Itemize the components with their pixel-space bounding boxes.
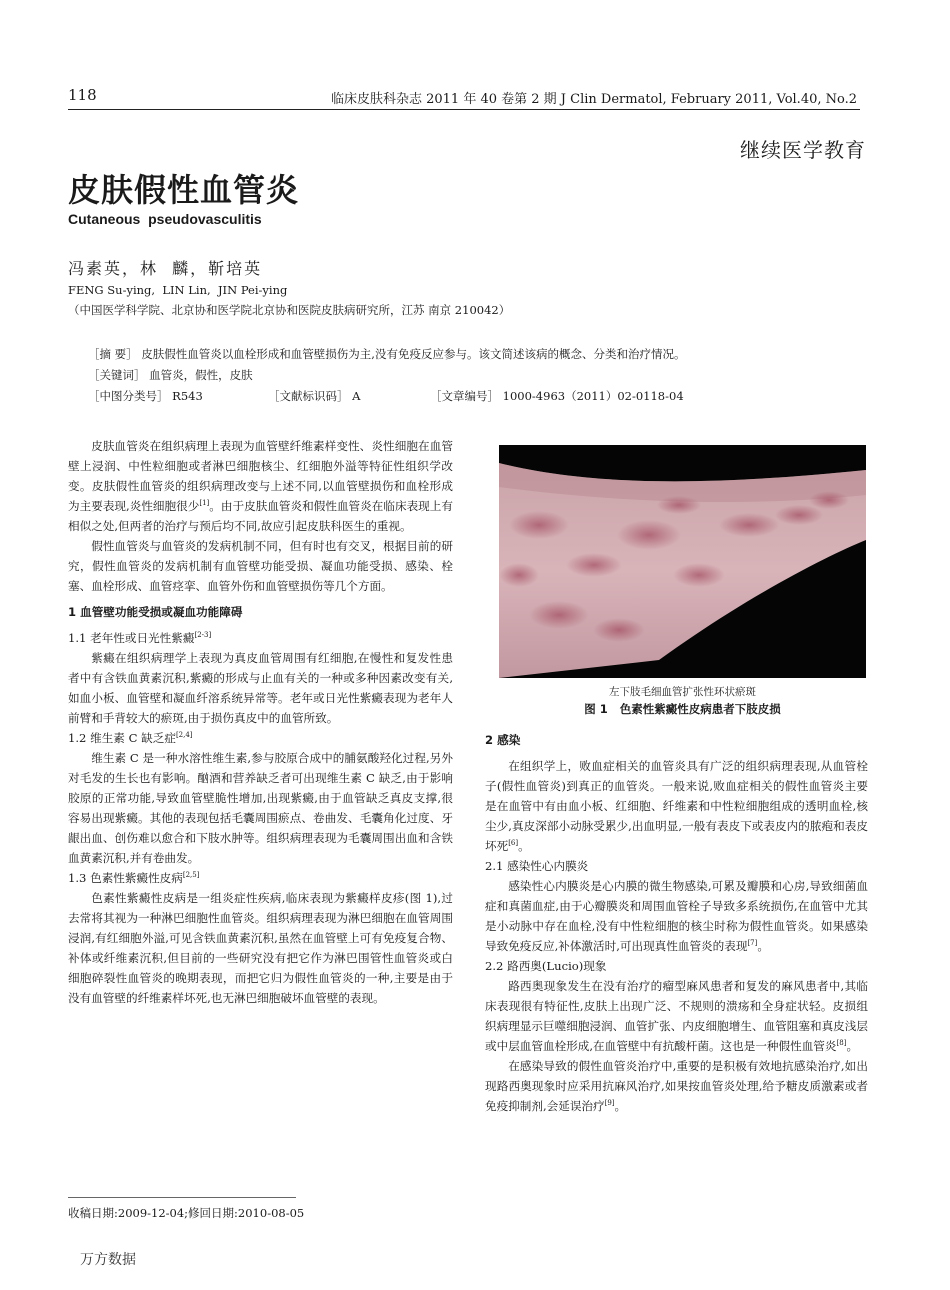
- subsection-heading-1-1: 1.1 老年性或日光性紫癜[2-3]: [68, 631, 212, 645]
- article-value: 1000-4963（2011）02-0118-04: [502, 389, 684, 403]
- figure-caption: 图 1 色素性紫癜性皮病患者下肢皮损: [584, 702, 781, 716]
- footnote-rule: [68, 1197, 296, 1198]
- paragraph-1-1: 紫癜在组织病理学上表现为真皮血管周围有红细胞,在慢性和复发性患者中有含铁血黄素沉积,紫癜的形成与止血有关的一种或多种因素改变有关,如血小板、血管壁和凝血纤溶系统异常等。老年或日光性紫癜表现为老年人前臂和手背较大的瘀斑,由于损伤真皮中的血管所致。: [68, 651, 453, 725]
- clc-label: ［中图分类号］: [88, 389, 169, 403]
- keywords-label: ［关键词］: [88, 368, 146, 382]
- citation: [2,5]: [182, 871, 200, 880]
- citation: [9]: [604, 1099, 615, 1108]
- subsection-heading-2-2: 2.2 路西奥(Lucio)现象: [485, 959, 607, 973]
- affiliation: （中国医学科学院、北京协和医学院北京协和医院皮肤病研究所，江苏 南京 210042）: [68, 303, 511, 317]
- intro-paragraph-1: 皮肤血管炎在组织病理上表现为血管壁纤维素样变性、炎性细胞在血管壁上浸润、中性粒细胞或者淋巴细胞核尘、红细胞外溢等特征性组织学改变。皮肤假性血管炎的组织病理改变与上述不同,以血管壁损伤和血栓形成为主要表现,炎性细胞很少[1]。由于皮肤血管炎和假性血管炎在临床表现上有相似之处,但两者的治疗与预后均不同,故应引起皮肤科医生的重视。: [68, 439, 453, 533]
- article-title: 皮肤假性血管炎: [68, 171, 300, 209]
- subsection-heading-1-3: 1.3 色素性紫癜性皮病[2,5]: [68, 871, 200, 885]
- citation: [7]: [747, 939, 758, 948]
- keywords-text: 血管炎，假性，皮肤: [149, 368, 253, 382]
- abstract: [88, 346, 685, 362]
- received-dates: 收稿日期:2009-12-04;修回日期:2010-08-05: [68, 1206, 305, 1220]
- subsection-heading-2-1: 2.1 感染性心内膜炎: [485, 859, 589, 873]
- doc-code: [268, 388, 360, 404]
- citation: [2,4]: [175, 731, 193, 740]
- watermark: 万方数据: [80, 1252, 136, 1268]
- section-heading-1: 1 血管壁功能受损或凝血功能障碍: [68, 605, 243, 619]
- skin-lesion-photo: [499, 445, 866, 678]
- article-label: ［文章编号］: [430, 389, 499, 403]
- section-tag: 继续医学教育: [740, 138, 866, 162]
- clc-value: R543: [172, 389, 203, 403]
- figure-sub-caption: 左下肢毛细血管扩张性环状瘀斑: [609, 686, 756, 698]
- article-number: [430, 388, 684, 404]
- paragraph-2-2: 路西奥现象发生在没有治疗的瘤型麻风患者和复发的麻风患者中,其临床表现很有特征性,皮肤上出现广泛、不规则的溃疡和全身症状轻。皮损组织病理显示巨噬细胞浸润、血管扩张、内皮细胞增生、血管阻塞和真皮浅层或中层血管血栓形成,在血管壁中有抗酸杆菌。这也是一种假性血管炎[8]。: [485, 979, 868, 1053]
- doc-label: ［文献标识码］: [268, 389, 349, 403]
- section-heading-2: 2 感染: [485, 733, 521, 747]
- clc-number: [88, 388, 203, 404]
- citation: [6]: [508, 839, 519, 848]
- citation: [1]: [199, 499, 210, 508]
- figure-1-photo: [499, 445, 866, 678]
- citation: [8]: [836, 1039, 847, 1048]
- right-column: [485, 730, 868, 1116]
- paragraph-2: 在组织学上，败血症相关的血管炎具有广泛的组织病理表现,从血管栓子(假性血管炎)到真正的血管炎。一般来说,败血症相关的假性血管炎主要是在血管中有由血小板、红细胞、纤维素和中性粒细胞组成的透明血栓,核尘少,真皮深部小动脉受累少,出血明显,一般有表皮下或表皮内的脓疱和表皮坏死[6]。: [485, 759, 868, 853]
- page-number: 118: [68, 86, 97, 104]
- journal-header: 临床皮肤科杂志 2011 年 40 卷第 2 期 J Clin Dermatol, February 2011, Vol.40, No.2: [330, 92, 857, 107]
- subsection-heading-1-2: 1.2 维生素 C 缺乏症[2,4]: [68, 731, 193, 745]
- authors-chinese: 冯素英，林 麟，靳培英: [68, 259, 263, 278]
- left-column: [68, 436, 453, 1008]
- header-rule: [68, 109, 860, 110]
- authors-english: FENG Su-ying, LIN Lin, JIN Pei-ying: [68, 283, 288, 297]
- intro-paragraph-2: 假性血管炎与血管炎的发病机制不同，但有时也有交叉，根据目前的研究，假性血管炎的发病机制有血管壁功能受损、凝血功能受损、感染、栓塞、血栓形成、血管痉挛、血管外伤和血管壁损伤等几个方面。: [68, 539, 453, 593]
- keywords: [88, 367, 253, 383]
- paragraph-1-3: 色素性紫癜性皮病是一组炎症性疾病,临床表现为紫癜样皮疹(图 1),过去常将其视为一种淋巴细胞性血管炎。组织病理表现为淋巴细胞在血管周围浸润,有红细胞外溢,可见含铁血黄素沉积,虽然在血管壁上可有免疫复合物、补体或纤维素沉积,但目前的一些研究没有把它作为淋巴围管性血管炎或白细胞碎裂性血管炎的晚期表现，而把它归为假性血管炎的一种,主要是由于没有血管壁的纤维素样坏死,也无淋巴细胞破坏血管壁的表现。: [68, 891, 453, 1005]
- paragraph-2-1: 感染性心内膜炎是心内膜的微生物感染,可累及瓣膜和心房,导致细菌血症和真菌血症,由于心瓣膜炎和周围血管栓子导致多系统损伤,在血管中尤其是小动脉中存在血栓,没有中性粒细胞的核尘时称为假性血管炎。如果感染导致免疫反应,补体激活时,可出现真性血管炎的表现[7]。: [485, 879, 868, 953]
- doc-value: A: [352, 389, 361, 403]
- abstract-text: 皮肤假性血管炎以血栓形成和血管壁损伤为主,没有免疫反应参与。该文简述该病的概念、分类和治疗情况。: [141, 347, 686, 361]
- citation: [2-3]: [194, 631, 212, 640]
- paragraph-1-2: 维生素 C 是一种水溶性维生素,参与胶原合成中的脯氨酸羟化过程,另外对毛发的生长也有影响。酗酒和营养缺乏者可出现维生素 C 缺乏,由于影响胶原的正常功能,导致血管壁脆性增加,出现紫癜,由于血管缺乏真皮支撑,很容易出现紫癜。其他的表现包括毛囊周围瘀点、卷曲发、毛囊角化过度、牙龈出血、创伤难以愈合和下肢水肿等。组织病理表现为毛囊周围出血和含铁血黄素沉积,并有卷曲发。: [68, 751, 453, 865]
- paragraph-2-3: 在感染导致的假性血管炎治疗中,重要的是积极有效地抗感染治疗,如出现路西奥现象时应采用抗麻风治疗,如果按血管炎处理,给予糖皮质激素或者免疫抑制剂,会延误治疗[9]。: [485, 1059, 868, 1113]
- abstract-label: ［摘 要］: [88, 347, 138, 361]
- article-subtitle: Cutaneous pseudovasculitis: [68, 211, 262, 227]
